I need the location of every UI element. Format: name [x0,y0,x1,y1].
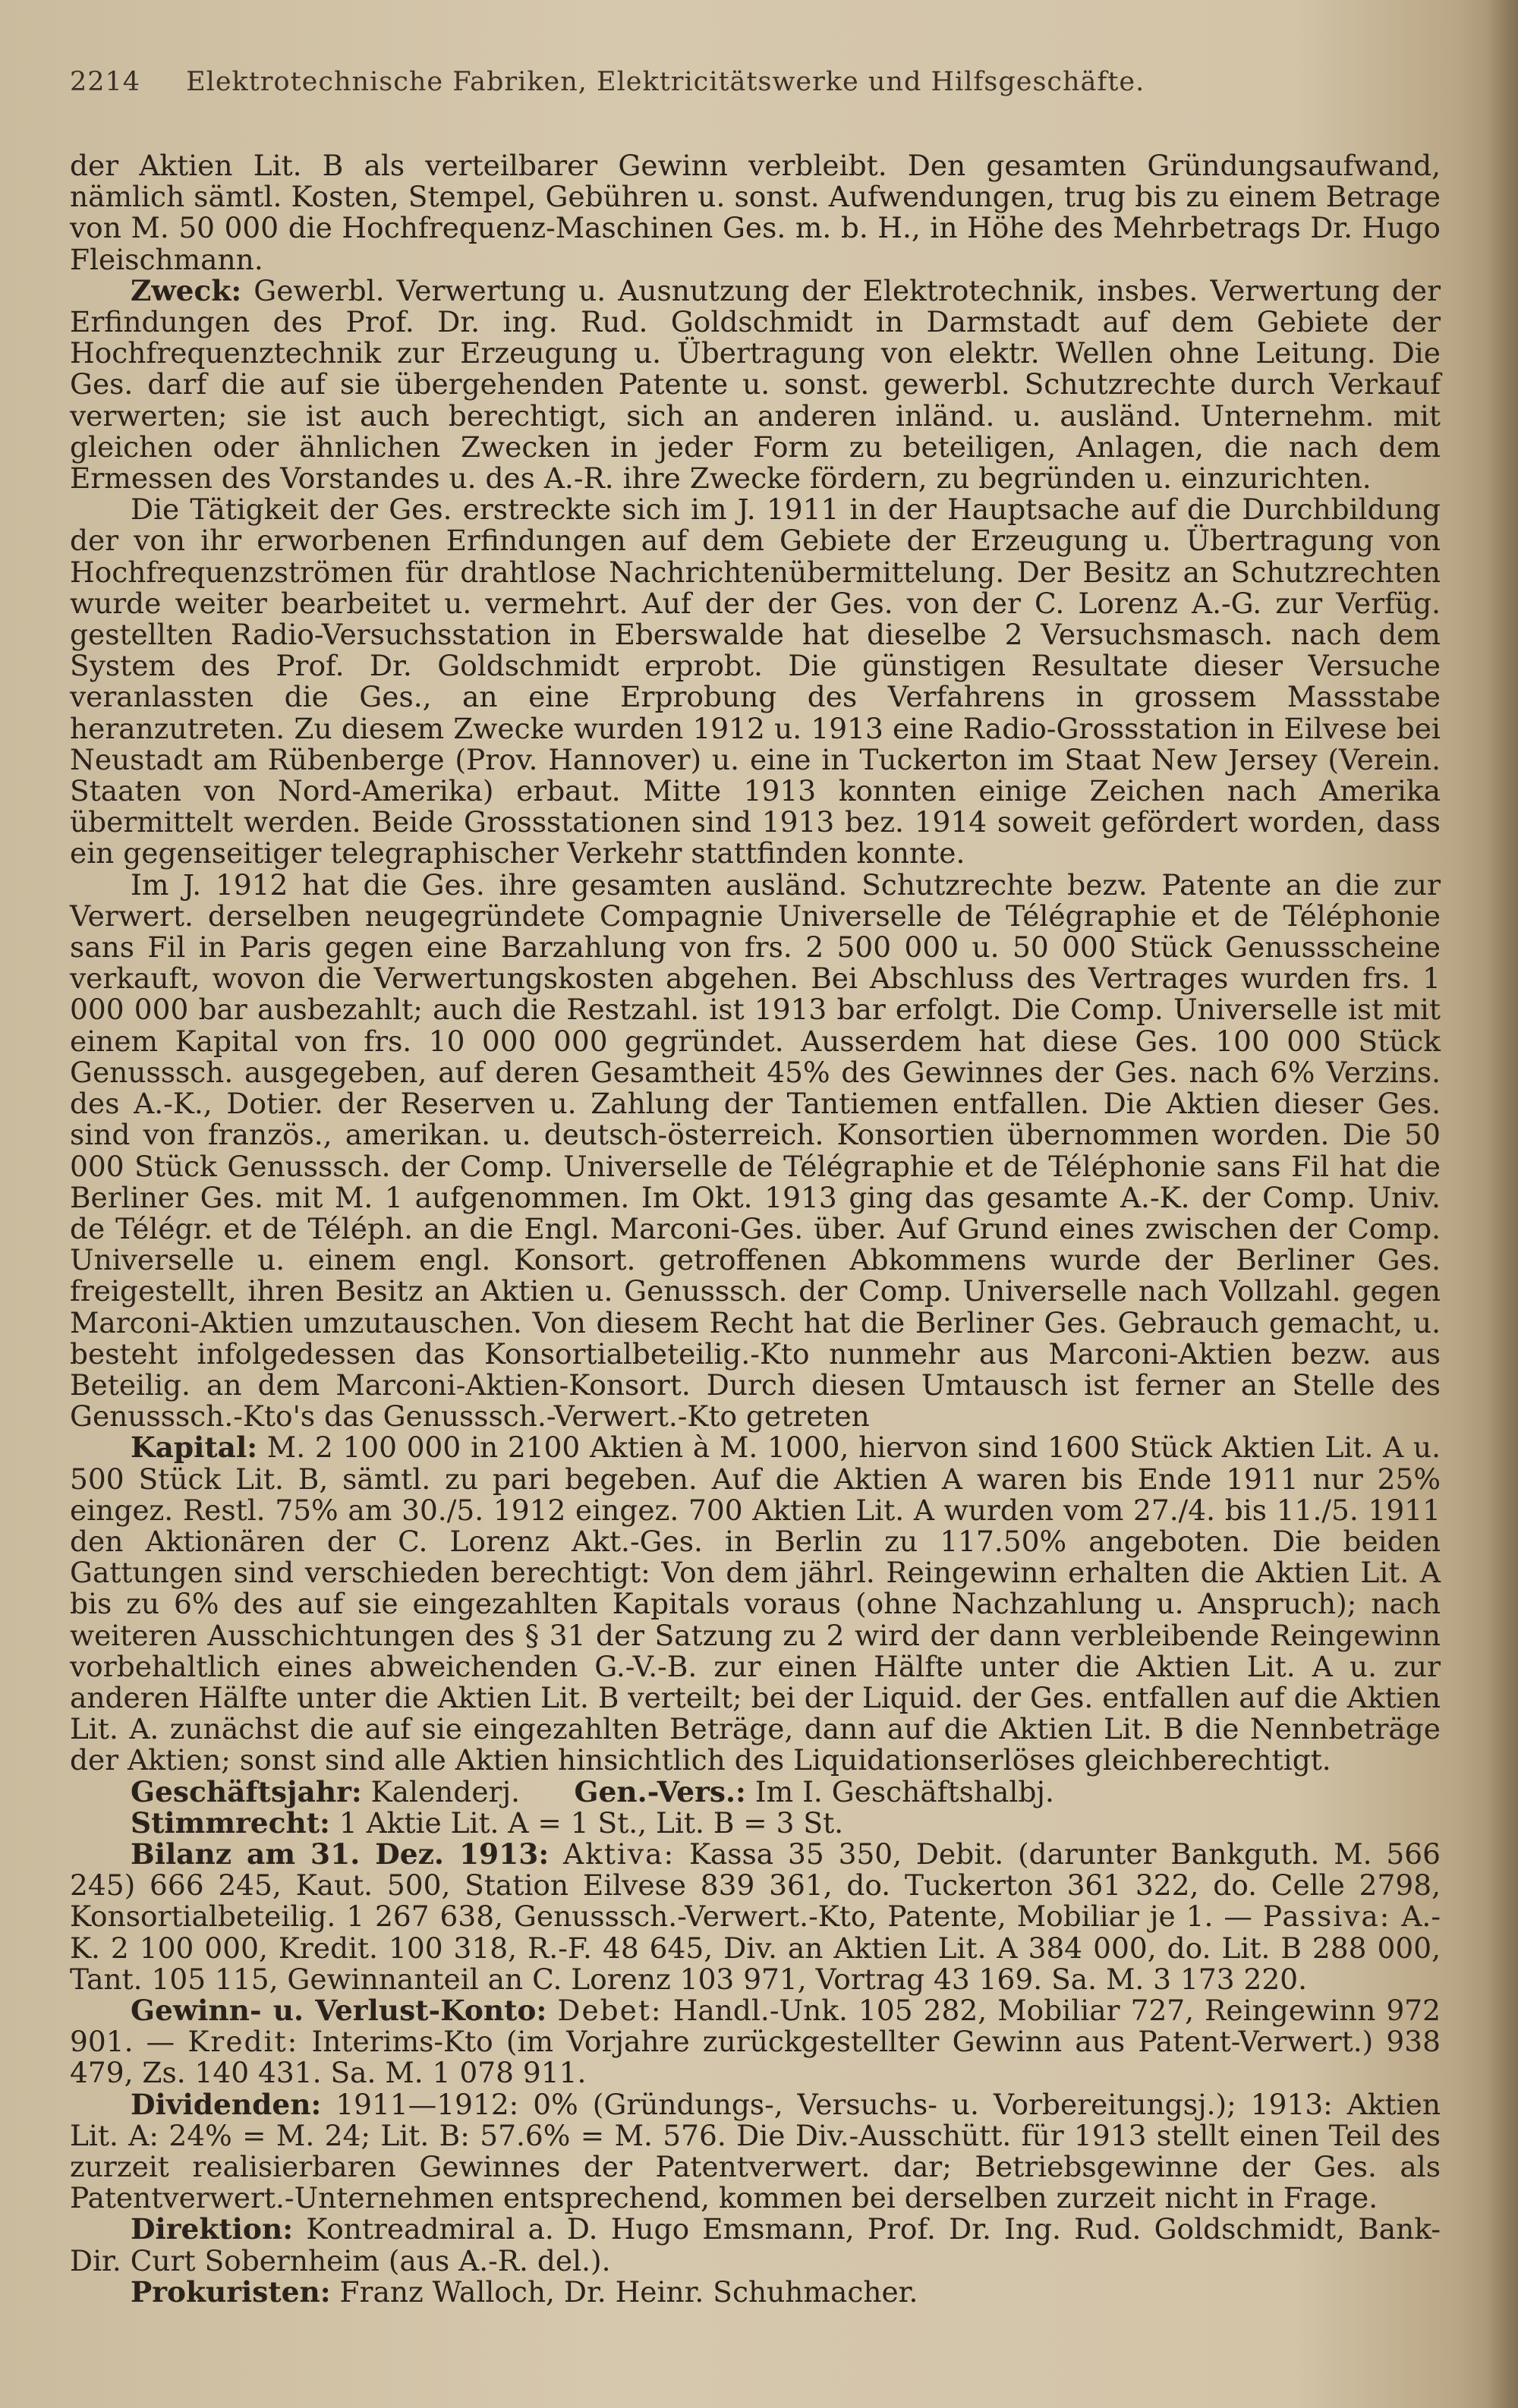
paragraph-kapital: Kapital: M. 2 100 000 in 2100 Aktien à M. 1000, hiervon sind 1600 Stück Aktien Lit. A u. 500 Stück Lit. B, sämtl. zu pari begeben. Auf die Aktien A waren bis Ende 1911 nur 25% eingez. Restl. 75% am 30./5. 1912 eingez. 700 Aktien Lit. A wurden vom 27./4. bis 11./5. 1911 den Aktionären der C. Lorenz Akt.-Ges. in Berlin zu 117.50% angeboten. Die beiden Gattungen sind verschieden berechtigt: Von dem jährl. Reingewinn erhalten die Aktien Lit. A bis zu 6% des auf sie eingezahlten Kapitals voraus (ohne Nachzahlung u. Anspruch); nach weiteren Ausschichtungen des § 31 der Satzung zu 2 wird der dann verbleibende Reingewinn vorbehaltlich eines abweichenden G.-V.-B. zur einen Hälfte unter die Aktien Lit. A u. zur anderen Hälfte unter die Aktien Lit. B verteilt; bei der Liquid. der Ges. entfallen auf die Aktien Lit. A. zunächst die auf sie eingezahlten Beträge, dann auf die Aktien Lit. B die Nennbeträge der Aktien; sonst sind alle Aktien hinsichtlich des Liquidationserlöses gleichberechtigt. [70,1431,1441,1777]
label-kredit: Kredit: [187,2025,299,2059]
paragraph-stimmrecht: Stimmrecht: 1 Aktie Lit. A = 1 St., Lit. B = 3 St. [131,1805,844,1840]
label-prokuristen: Prokuristen: [131,2274,331,2309]
label-geschaeftsjahr: Geschäftsjahr: [131,1774,362,1808]
page-edge-shadow [1488,0,1518,2408]
label-zweck: Zweck: [131,273,242,307]
paragraph-bilanz: Bilanz am 31. Dez. 1913: Aktiva: Kassa 35 350, Debit. (darunter Bankguth. M. 566 245) 666 245, Kaut. 500, Station Eilvese 839 361, do. Tuckerton 361 322, do. Celle 2798, Konsortialbeteilig. 1 267 638, Genusssch.-Verwert.-Kto, Patente, Mobiliar je 1. — Passiva: A.-K. 2 100 000, Kredit. 100 318, R.-F. 48 645, Div. an Aktien Lit. A 384 000, do. Lit. B 288 000, Tant. 105 115, Gewinnanteil an C. Lorenz 103 971, Vortrag 43 169. Sa. M. 3 173 220. [70,1837,1441,1996]
label-passiva: Passiva: [1262,1900,1391,1934]
paragraph-direktion: Direktion: Kontreadmiral a. D. Hugo Emsmann, Prof. Dr. Ing. Rud. Goldschmidt, Bank-Dir. Curt Sobernheim (aus A.-R. del.). [70,2212,1441,2277]
label-gen-vers: Gen.-Vers.: [574,1774,746,1808]
running-header [70,67,1450,97]
paragraph-continuation: der Aktien Lit. B als verteilbarer Gewinn verbleibt. Den gesamten Gründungsaufwand, nämlich sämtl. Kosten, Stempel, Gebühren u. sonst. Aufwendungen, trug bis zu einem Betrage von M. 50 000 die Hochfrequenz-Maschinen Ges. m. b. H., in Höhe des Mehrbetrags Dr. Hugo Fleischmann. [70,149,1441,276]
label-bilanz: Bilanz am 31. Dez. 1913: [131,1837,550,1871]
paragraph-zweck: Zweck: Gewerbl. Verwertung u. Ausnutzung der Elektrotechnik, insbes. Verwertung der Erfindungen des Prof. Dr. ing. Rud. Goldschmidt in Darmstadt auf dem Gebiete der Hochfrequenztechnik zur Erzeugung u. Übertragung von elektr. Wellen ohne Leitung. Die Ges. darf die auf sie übergehenden Patente u. sonst. gewerbl. Schutzrechte durch Verkauf verwerten; sie ist auch berechtigt, sich an anderen inländ. u. ausländ. Unternehm. mit gleichen oder ähnlichen Zwecken in jeder Form zu beteiligen, Anlagen, die nach dem Ermessen des Vorstandes u. des A.-R. ihre Zwecke fördern, zu begründen u. einzurichten. [70,273,1441,496]
label-debet: Debet: [557,1993,663,2027]
label-dividenden: Dividenden: [131,2087,322,2121]
label-stimmrecht: Stimmrecht: [131,1805,330,1840]
running-title: Elektrotechnische Fabriken, Elektricitätswerke und Hilfsgeschäfte. [186,67,1145,97]
paragraph-taetigkeit: Die Tätigkeit der Ges. erstreckte sich im J. 1911 in der Hauptsache auf die Durchbildung der von ihr erworbenen Erfindungen auf dem Gebiete der Erzeugung u. Übertragung von Hochfrequenzströmen für drahtlose Nachrichtenübermittelung. Der Besitz an Schutzrechten wurde weiter bearbeitet u. vermehrt. Auf der der Ges. von der C. Lorenz A.-G. zur Verfüg. gestellten Radio-Versuchsstation in Eberswalde hat dieselbe 2 Versuchsmasch. nach dem System des Prof. Dr. Goldschmidt erprobt. Die günstigen Resultate dieser Versuche veranlassten die Ges., an eine Erprobung des Verfahrens in grossem Massstabe heranzutreten. Zu diesem Zwecke wurden 1912 u. 1913 eine Radio-Grossstation in Eilvese bei Neustadt am Rübenberge (Prov. Hannover) u. eine in Tuckerton im Staat New Jersey (Verein. Staaten von Nord-Amerika) erbaut. Mitte 1913 konnten einige Zeichen nach Amerika übermittelt werden. Beide Grossstationen sind 1913 bez. 1914 soweit gefördert worden, dass ein gegenseitiger telegraphischer Verkehr stattfinden konnte. [70,493,1441,870]
paragraph-dividenden: Dividenden: 1911—1912: 0% (Gründungs-, Versuchs- u. Vorbereitungsj.); 1913: Aktien Lit. A: 24% = M. 24; Lit. B: 57.6% = M. 576. Die Div.-Ausschütt. für 1913 stellt einen Teil des zurzeit realisierbaren Gewinnes der Patentverwert. dar; Betriebsgewinne der Ges. als Patentverwert.-Unternehmen entsprechend, kommen bei derselben zurzeit nicht in Frage. [70,2087,1441,2215]
paragraph-prokuristen: Prokuristen: Franz Walloch, Dr. Heinr. Schuhmacher. [131,2274,918,2309]
paragraph-auslandsrechte: Im J. 1912 hat die Ges. ihre gesamten ausländ. Schutzrechte bezw. Patente an die zur Verwert. derselben neugegründete Compagnie Universelle de Télégraphie et de Téléphonie sans Fil in Paris gegen eine Barzahlung von frs. 2 500 000 u. 50 000 Stück Genussscheine verkauft, wovon die Verwertungskosten abgehen. Bei Abschluss des Vertrages wurden frs. 1 000 000 bar ausbezahlt; auch die Restzahl. ist 1913 bar erfolgt. Die Comp. Universelle ist mit einem Kapital von frs. 10 000 000 gegründet. Ausserdem hat diese Ges. 100 000 Stück Genusssch. ausgegeben, auf deren Gesamtheit 45% des Gewinnes der Ges. nach 6% Verzins. des A.-K., Dotier. der Reserven u. Zahlung der Tantiemen entfallen. Die Aktien dieser Ges. sind von französ., amerikan. u. deutsch-österreich. Konsortien übernommen worden. Die 50 000 Stück Genusssch. der Comp. Universelle de Télégraphie et de Téléphonie sans Fil hat die Berliner Ges. mit M. 1 aufgenommen. Im Okt. 1913 ging das gesamte A.-K. der Comp. Univ. de Télégr. et de Téléph. an die Engl. Marconi-Ges. über. Auf Grund eines zwischen der Comp. Universelle u. einem engl. Konsort. getroffenen Abkommens wurde der Berliner Ges. freigestellt, ihren Besitz an Aktien u. Genusssch. der Comp. Universelle nach Vollzahl. gegen Marconi-Aktien umzutauschen. Von diesem Recht hat die Berliner Ges. Gebrauch gemacht, u. besteht infolgedessen das Konsortialbeteilig.-Kto nunmehr aus Marconi-Aktien bezw. aus Beteilig. an dem Marconi-Aktien-Konsort. Durch diesen Umtausch ist ferner an Stelle des Genusssch.-Kto's das Genusssch.-Verwert.-Kto getreten [70,867,1441,1434]
label-direktion: Direktion: [131,2212,294,2246]
paragraph-gewinn-verlust: Gewinn- u. Verlust-Konto: Debet: Handl.-Unk. 105 282, Mobiliar 727, Reingewinn 972 901. — Kredit: Interims-Kto (im Vorjahre zurückgestellter Gewinn aus Patent-Verwert.) 938 479, Zs. 140 431. Sa. M. 1 078 911. [70,1993,1441,2090]
body-text [70,150,1441,2308]
label-kapital: Kapital: [131,1431,258,1465]
label-aktiva: Aktiva: [563,1837,676,1871]
label-gewinn-verlust: Gewinn- u. Verlust-Konto: [131,1993,547,2027]
page-number: 2214 [70,67,141,97]
paragraph-geschaeftsjahr: Geschäftsjahr: Kalenderj. Gen.-Vers.: Im I. Geschäftshalbj. [131,1774,1054,1808]
